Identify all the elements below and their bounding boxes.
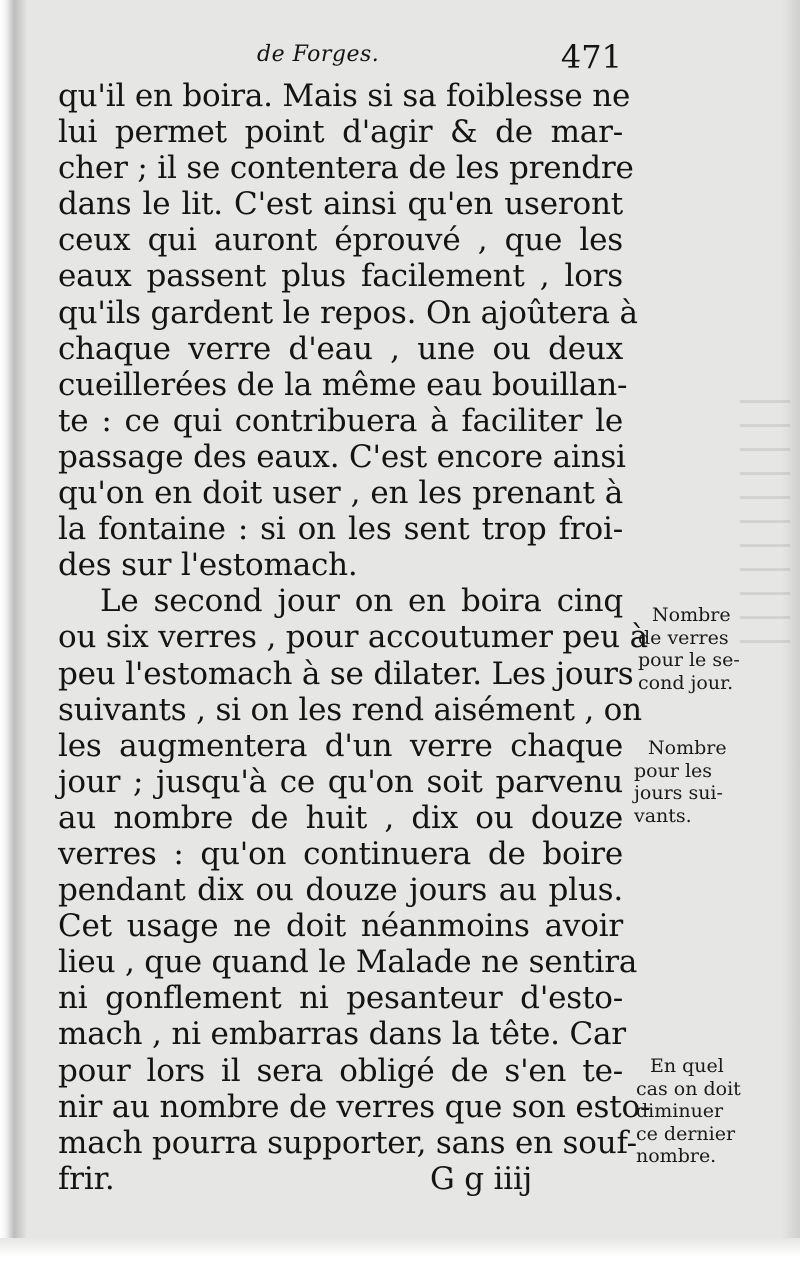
page-header xyxy=(62,38,622,78)
paragraph-end-line: des sur l'estomach. xyxy=(58,547,358,584)
text-line: pour lors il sera obligé de s'en te- xyxy=(58,1052,623,1089)
bleed-through-shadow xyxy=(740,400,790,660)
text-line: ni gonflement ni pesanteur d'esto- xyxy=(58,980,623,1017)
text-line: chaque verre d'eau , une ou deux xyxy=(58,330,623,367)
text-line: dans le lit. C'est ainsi qu'en useront xyxy=(58,186,623,223)
text-line: eaux passent plus facilement , lors xyxy=(58,258,623,295)
text-line: cher ; il se contentera de les prendre xyxy=(58,150,634,187)
margin-note-line: diminuer xyxy=(636,1100,724,1122)
text-line: suivants , si on les rend aisément , on xyxy=(58,691,642,728)
running-head: de Forges. xyxy=(257,42,380,67)
margin-note-line: Nombre xyxy=(652,604,731,626)
text-line: pendant dix ou douze jours au plus. xyxy=(58,872,623,909)
text-line: peu l'estomach à se dilater. Les jours xyxy=(58,655,634,692)
margin-note-line: jours sui- xyxy=(634,782,723,804)
text-line: verres : qu'on continuera de boire xyxy=(58,835,623,872)
text-line: passage des eaux. C'est encore ainsi xyxy=(58,438,626,475)
text-line: cueillerées de la même eau bouillan- xyxy=(58,366,628,403)
margin-note-reduce-number xyxy=(636,1055,741,1168)
page-number: 471 xyxy=(560,38,622,76)
paragraph-start-line: Le second jour on en boira cinq xyxy=(100,583,623,620)
margin-note-line: ce dernier xyxy=(636,1122,736,1145)
binding-gutter xyxy=(0,0,26,1270)
text-line: ceux qui auront éprouvé , que les xyxy=(58,222,623,259)
margin-note-line: pour les xyxy=(634,759,713,782)
text-line: te : ce qui contribuera à faciliter le xyxy=(58,402,623,439)
text-line: mach , ni embarras dans la tête. Car xyxy=(58,1016,626,1053)
final-word: frir. xyxy=(58,1160,115,1197)
signature-mark: G g iiij xyxy=(430,1160,533,1197)
text-line: la fontaine : si on les sent trop froi- xyxy=(58,511,623,548)
margin-note-line: En quel xyxy=(650,1055,724,1077)
margin-note-following-days xyxy=(634,737,727,827)
text-line: ou six verres , pour accoutumer peu à xyxy=(58,619,648,656)
text-line: nir au nombre de verres que son esto- xyxy=(58,1088,651,1125)
margin-note-line: vants. xyxy=(634,804,692,827)
margin-note-second-day xyxy=(638,604,740,694)
text-line: les augmentera d'un verre chaque xyxy=(58,727,623,764)
margin-note-line: pour le se- xyxy=(638,649,740,671)
text-line: qu'il en boira. Mais si sa foiblesse ne xyxy=(58,78,631,114)
final-line xyxy=(58,1161,623,1197)
text-line: Cet usage ne doit néanmoins avoir xyxy=(58,908,623,945)
margin-note-line: cas on doit xyxy=(636,1077,741,1100)
text-line: lui permet point d'agir & de mar- xyxy=(58,114,623,151)
main-text xyxy=(58,78,651,1197)
text-line: mach pourra supporter, sans en souf- xyxy=(58,1124,637,1161)
text-line: lieu , que quand le Malade ne sentira xyxy=(58,944,638,981)
text-line: au nombre de huit , dix ou douze xyxy=(58,799,623,836)
margin-note-line: cond jour. xyxy=(638,671,734,694)
margin-note-line: Nombre xyxy=(648,737,727,759)
page-bottom-margin xyxy=(0,1238,800,1270)
text-line: qu'on en doit user , en les prenant à xyxy=(58,475,623,512)
text-line: qu'ils gardent le repos. On ajoûtera à xyxy=(58,294,638,331)
margin-note-line: de verres xyxy=(638,626,729,649)
margin-note-line: nombre. xyxy=(636,1145,717,1167)
text-line: jour ; jusqu'à ce qu'on soit parvenu xyxy=(58,763,623,800)
